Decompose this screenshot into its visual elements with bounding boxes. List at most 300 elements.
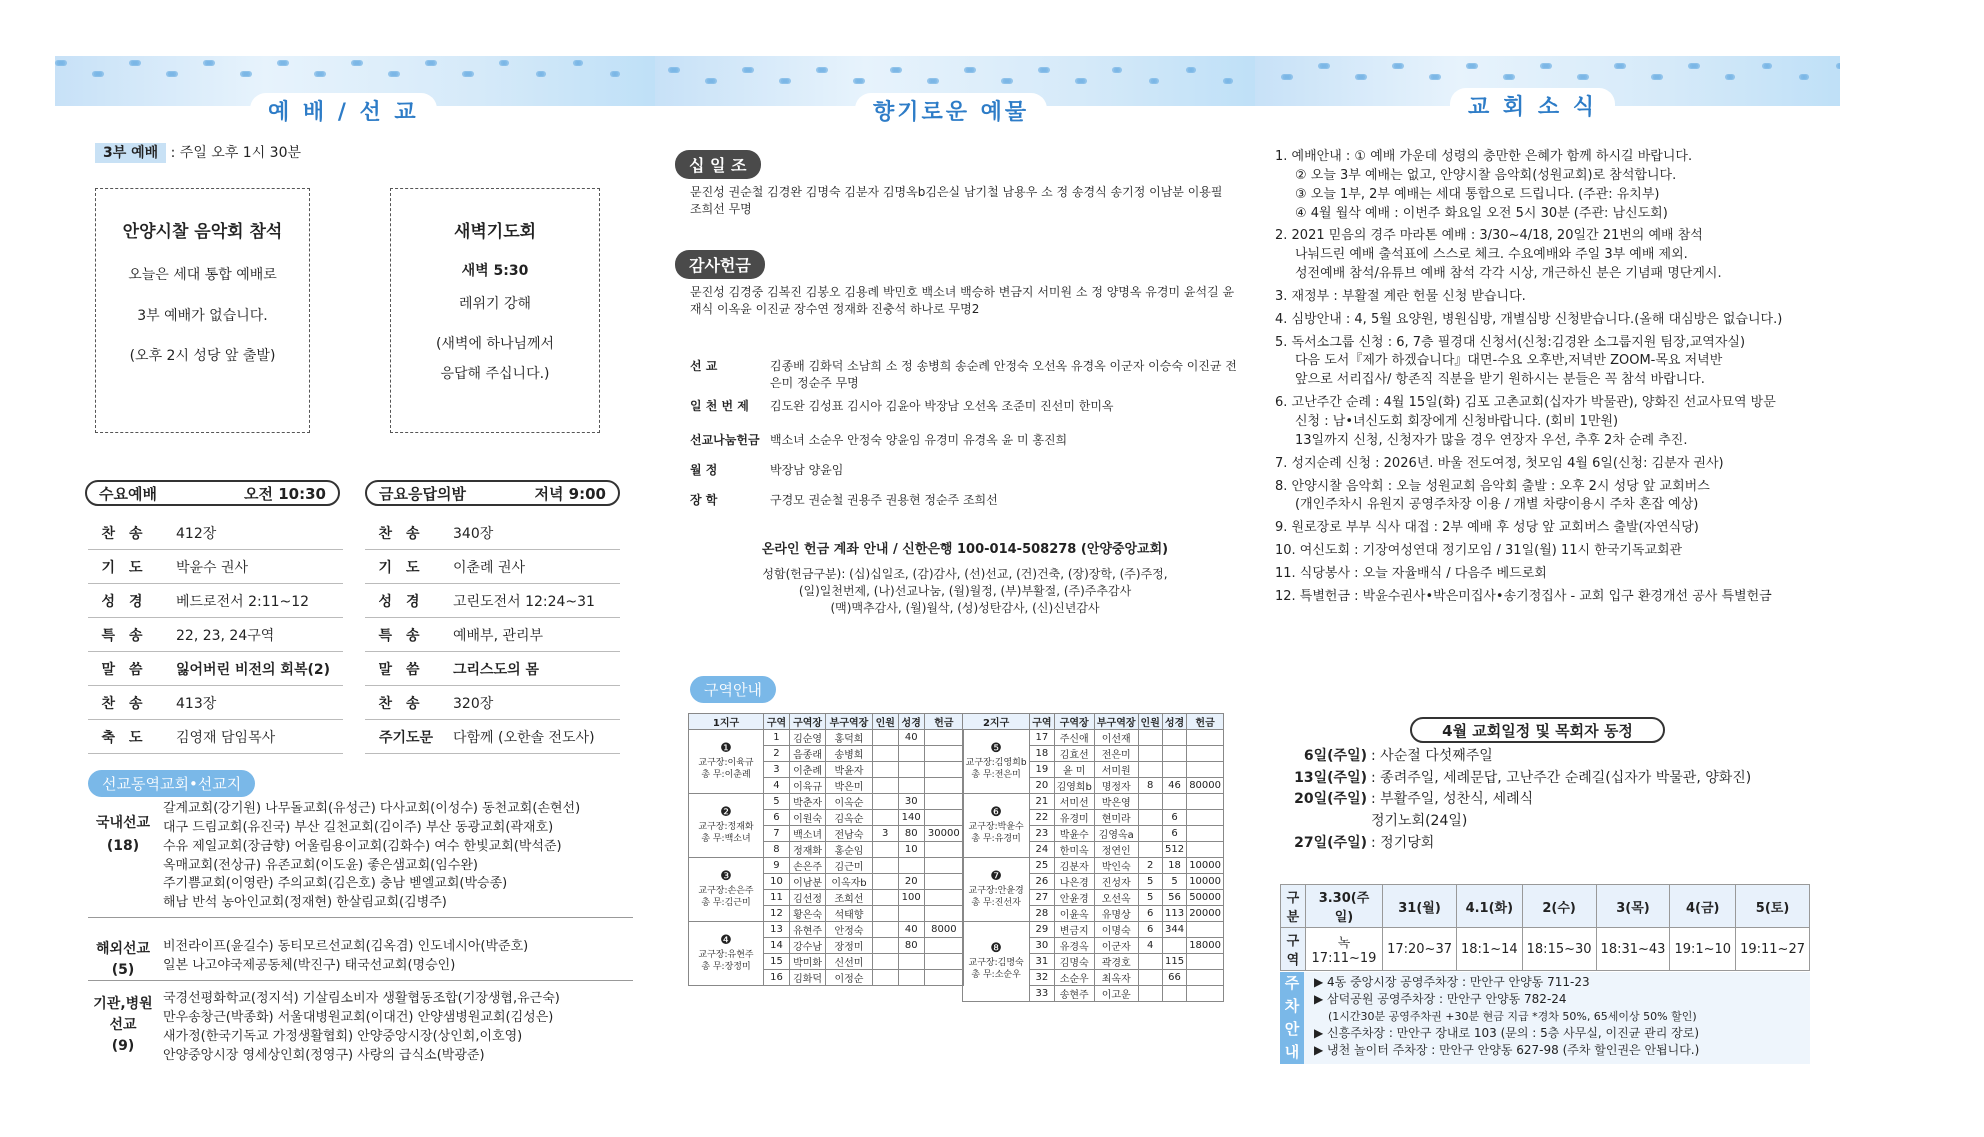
table-header-row <box>689 714 964 730</box>
table-cell: 5 <box>1162 874 1186 890</box>
zone-group-member: 총 무:소순우 <box>971 969 1021 980</box>
fri-value: 다함께 (오한솔 전도사) <box>447 720 620 754</box>
wed-value: 412장 <box>170 516 343 550</box>
flower-dot <box>1190 67 1196 73</box>
schedule-item <box>1285 789 1825 811</box>
zone-group-cell <box>689 922 764 986</box>
mission-group-name <box>88 994 158 1057</box>
fri-key: 찬송 <box>365 516 447 550</box>
table-cell: 40 <box>898 730 924 746</box>
column-header: 2(수) <box>1522 885 1596 928</box>
zone-group-member: 총 무:백소녀 <box>701 833 751 844</box>
table-cell: 4 <box>764 778 790 794</box>
table-row <box>365 550 620 584</box>
service3-label: 3부 예배 <box>95 143 166 163</box>
flower-dot <box>577 60 583 66</box>
wed-key: 특송 <box>88 618 170 652</box>
list-item: 안양중앙시장 영세상인회(정영구) 사랑의 급식소(박광준) <box>163 1047 485 1063</box>
zone-group-member: 총 무:장정미 <box>701 961 751 972</box>
table-cell <box>898 970 924 986</box>
zone-group-leader: 교구장:이육규 <box>698 758 754 769</box>
group-count: (5) <box>111 962 135 978</box>
zone-group-mark: ❽ <box>990 941 1002 957</box>
flower-dot <box>1472 63 1478 69</box>
table-cell: 10 <box>764 874 790 890</box>
offering-key: 장 학 <box>690 493 718 507</box>
list-item: 갈계교회(강기원) 나무돌교회(유성근) 다사교회(이성수) 동천교회(손현선) <box>163 801 581 816</box>
column-header: 헌금 <box>924 714 963 730</box>
zone-group-mark: ❼ <box>990 869 1002 885</box>
table-cell: 2 <box>1138 858 1162 874</box>
table-cell: 이옥자b <box>826 874 873 890</box>
news-line: 다음 도서『제가 하겠습니다』대면-수요 오후반,저녁반 ZOOM-목요 저녁반 <box>1295 353 1723 369</box>
table-cell <box>1162 986 1186 1002</box>
zone-group-leader: 교구장:박윤수 <box>968 822 1024 833</box>
fri-value: 고린도전서 12:24~31 <box>447 584 620 618</box>
flower-dot <box>1044 67 1050 73</box>
wed-value: 베드로전서 2:11~12 <box>170 584 343 618</box>
table-cell: 20000 <box>1187 906 1224 922</box>
wed-key: 찬송 <box>88 516 170 550</box>
parking-label <box>1280 972 1304 1064</box>
list-item: 주기쁨교회(이영란) 주의교회(김은호) 충남 벧엘교회(박승종) <box>163 876 508 892</box>
table-cell <box>1138 746 1162 762</box>
table-cell: 장정미 <box>826 938 873 954</box>
schedule-list <box>1285 746 1825 854</box>
table-cell: 18 <box>1162 858 1186 874</box>
flower-decoration <box>655 60 1255 88</box>
section-title-offering: 향기로운 예물 <box>855 93 1047 128</box>
wed-table <box>88 516 343 754</box>
zone-group-mark: ❷ <box>720 805 732 821</box>
table-cell: 서미원 <box>1094 762 1138 778</box>
schedule-date: 13일(주일) <box>1294 769 1367 786</box>
group-name: 기관,병원 선교 <box>93 996 153 1033</box>
table-row <box>88 720 343 754</box>
table-cell: 31 <box>1030 954 1054 970</box>
table-cell <box>924 938 963 954</box>
concert-title: 안양시찰 음악회 참석 <box>122 222 283 242</box>
table-cell: 유경미 <box>1054 810 1094 826</box>
table-cell: 박은영 <box>1094 794 1138 810</box>
table-cell <box>1138 970 1162 986</box>
flower-dot <box>503 60 509 66</box>
fri-key: 성경 <box>365 584 447 618</box>
table-cell: 30 <box>1030 938 1054 954</box>
flower-dot <box>1116 67 1122 73</box>
table-cell <box>1187 746 1224 762</box>
table-cell: 박은미 <box>826 778 873 794</box>
code-line: (일)일천번제, (나)선교나눔, (월)월정, (부)부활절, (주)주추감사 <box>798 583 1132 598</box>
table-cell: 황은숙 <box>789 906 825 922</box>
flower-dot <box>1153 78 1159 84</box>
table-cell: 유경옥 <box>1054 938 1094 954</box>
zone-group-mark: ❶ <box>720 741 732 757</box>
wed-key: 성경 <box>88 584 170 618</box>
list-item: ▶ 삼덕공원 공영주차장 : 만안구 안양동 782-24 <box>1314 992 1567 1007</box>
table-cell: 40 <box>898 922 924 938</box>
table-cell: 1 <box>764 730 790 746</box>
table-cell: 이정순 <box>826 970 873 986</box>
column-header: 헌금 <box>1187 714 1224 730</box>
column-header: 구역 <box>1030 714 1054 730</box>
table-cell <box>1162 794 1186 810</box>
table-cell: 오선옥 <box>1094 890 1138 906</box>
table-cell: 6 <box>1162 810 1186 826</box>
flower-dot <box>674 67 680 73</box>
table-cell: 박춘자 <box>789 794 825 810</box>
wed-value: 22, 23, 24구역 <box>170 618 343 652</box>
flower-decoration <box>55 60 655 88</box>
table-cell: 이옥순 <box>826 794 873 810</box>
concert-line: 오늘은 세대 통합 예배로 <box>128 267 277 284</box>
table-cell: 80000 <box>1187 778 1224 794</box>
dawn-box <box>390 188 600 433</box>
table-cell: 안정숙 <box>826 922 873 938</box>
table-cell: 홍순임 <box>826 842 873 858</box>
flower-dot <box>1546 63 1552 69</box>
mission-lines <box>163 990 633 1065</box>
table-header-row <box>1281 885 1810 928</box>
table-cell: 33 <box>1030 986 1054 1002</box>
flower-dot <box>468 71 474 77</box>
table-cell: 8000 <box>924 922 963 938</box>
table-cell: 김영희b <box>1054 778 1094 794</box>
zone-group-cell <box>963 730 1030 794</box>
service3-line <box>95 142 301 162</box>
table-cell: 19 <box>1030 762 1054 778</box>
table-cell: 23 <box>1030 826 1054 842</box>
schedule-text: : 사순절 다섯째주일 <box>1371 748 1493 764</box>
schedule-date: 6일(주일) <box>1303 748 1367 764</box>
table-cell <box>1187 826 1224 842</box>
zone-table-district2 <box>962 713 1224 1002</box>
table-cell: 32 <box>1030 970 1054 986</box>
column-header: 3(목) <box>1596 885 1670 928</box>
table-cell: 김근미 <box>826 858 873 874</box>
zone-group-member: 총 무:전은미 <box>971 769 1021 780</box>
table-cell: 5 <box>1138 890 1162 906</box>
table-row <box>88 550 343 584</box>
list-item: 옥매교회(전상규) 유존교회(이도윤) 좋은샘교회(임수완) <box>163 857 478 873</box>
list-item: 해남 반석 농아인교회(정재현) 한살림교회(김병주) <box>163 895 447 911</box>
table-cell: 강수남 <box>789 938 825 954</box>
table-cell <box>1138 794 1162 810</box>
table-header-row <box>963 714 1224 730</box>
offering-value: 김도완 김성표 김시아 김윤아 박장남 오선옥 조준미 진선미 한미옥 <box>770 399 1114 413</box>
table-cell <box>1187 810 1224 826</box>
table-cell <box>872 938 898 954</box>
table-cell: 손은주 <box>789 858 825 874</box>
table-cell: 최옥자 <box>1094 970 1138 986</box>
table-cell: 10000 <box>1187 874 1224 890</box>
offering-key: 월 정 <box>690 463 718 477</box>
column-header: 4.1(화) <box>1457 885 1523 928</box>
table-row <box>365 516 620 550</box>
flower-dot <box>1620 63 1626 69</box>
mission-group-overseas <box>88 938 633 981</box>
news-item <box>1275 542 1835 561</box>
table-cell: 29 <box>1030 922 1054 938</box>
table-cell <box>872 794 898 810</box>
table-cell: 11 <box>764 890 790 906</box>
offering-value: 김종배 김화덕 소남희 소 정 송병희 송순례 안정숙 오선옥 유경옥 이군자 이승숙 이진균 전은미 정순주 무명 <box>770 359 1237 390</box>
table-cell: 안윤경 <box>1054 890 1094 906</box>
mission-label: 선교동역교회•선교지 <box>88 770 255 797</box>
table-cell: 변금지 <box>1054 922 1094 938</box>
table-cell: 녹17:11~19 <box>1305 928 1382 971</box>
zone-group-member: 총 무:김근미 <box>701 897 751 908</box>
wed-key: 축도 <box>88 720 170 754</box>
table-cell: 2 <box>764 746 790 762</box>
dawn-leader: 레위기 강해 <box>458 295 532 312</box>
flower-dot <box>431 60 437 66</box>
table-cell <box>1187 730 1224 746</box>
mission-group-domestic <box>88 800 633 918</box>
table-cell: 30 <box>898 794 924 810</box>
table-cell: 15 <box>764 954 790 970</box>
table-cell: 곽경호 <box>1094 954 1138 970</box>
flower-dot <box>172 71 178 77</box>
table-cell: 나은경 <box>1054 874 1094 890</box>
tithe-names: 문진성 권순철 김경완 김명숙 김분자 김명옥b김은실 남기철 남용우 소 정 송경식 송기정 이남분 이용필 조희선 무명 <box>690 185 1223 217</box>
dawn-title: 새벽기도회 <box>453 222 537 242</box>
flower-dot <box>1227 78 1233 84</box>
table-cell: 8 <box>764 842 790 858</box>
table-cell: 19:11~27 <box>1736 928 1810 971</box>
table-cell: 6 <box>1138 906 1162 922</box>
table-cell: 소순우 <box>1054 970 1094 986</box>
table-cell: 정재화 <box>789 842 825 858</box>
news-line: 7. 성지순례 신청 : 2026년. 바울 전도여정, 첫모임 4월 6일(신청: 김분자 권사) <box>1275 455 1724 471</box>
flower-dot <box>246 71 252 77</box>
table-cell: 유현주 <box>789 922 825 938</box>
table-cell: 이춘례 <box>789 762 825 778</box>
offering-row <box>690 492 1240 522</box>
section-title-news: 교 회 소 식 <box>1450 88 1615 123</box>
wed-value: 박윤수 권사 <box>170 550 343 584</box>
news-item <box>1275 311 1835 330</box>
table-cell: 주신애 <box>1054 730 1094 746</box>
section-title-worship: 예 배 / 선 교 <box>250 93 437 128</box>
table-cell <box>924 890 963 906</box>
table-cell: 26 <box>1030 874 1054 890</box>
news-line: 신청 : 남•녀신도회 회장에게 신청바랍니다. (회비 1만원) <box>1295 413 1619 429</box>
zone-group-leader: 교구장:손은주 <box>698 886 754 897</box>
table-cell: 4 <box>1138 938 1162 954</box>
table-cell: 백소녀 <box>789 826 825 842</box>
table-cell <box>1187 954 1224 970</box>
table-cell <box>872 858 898 874</box>
table-cell: 홍덕희 <box>826 730 873 746</box>
table-cell: 박윤자 <box>826 762 873 778</box>
table-cell <box>1138 730 1162 746</box>
table-cell: 30000 <box>924 826 963 842</box>
zone-table-district1 <box>688 713 964 986</box>
news-line: 앞으로 서리집사/ 항존직 직분을 받기 원하시는 분들은 꼭 참석 바랍니다. <box>1295 372 1705 388</box>
table-cell: 한미옥 <box>1054 842 1094 858</box>
news-line: 12. 특별헌금 : 박윤수권사•박은미집사•송기정집사 - 교회 입구 환경개선 공사 특별헌금 <box>1275 588 1772 604</box>
table-cell <box>1162 730 1186 746</box>
column-header: 인원 <box>1138 714 1162 730</box>
flower-dot <box>357 60 363 66</box>
table-cell <box>872 778 898 794</box>
schedule-item <box>1285 833 1825 855</box>
zone-group-mark: ❺ <box>990 741 1002 757</box>
news-item <box>1275 478 1835 516</box>
parking-label-char: 주 <box>1284 974 1300 992</box>
flower-dot <box>135 60 141 66</box>
table-cell: 80 <box>898 826 924 842</box>
table-cell: 전은미 <box>1094 746 1138 762</box>
group-count: (18) <box>106 838 140 854</box>
news-item <box>1275 227 1835 284</box>
list-item: ▶ 신흥주차장 : 만안구 장내로 103 (문의 : 5층 사무실, 이진균 관리 장로) <box>1314 1025 1700 1040</box>
news-item <box>1275 519 1835 538</box>
group-name: 국내선교 <box>95 815 151 831</box>
table-cell: 이선재 <box>1094 730 1138 746</box>
flower-dot <box>320 71 326 77</box>
dawn-time: 새벽 5:30 <box>461 263 529 280</box>
list-item: 비전라이프(윤길수) 동티모르선교회(김옥겸) 인도네시아(박준호) <box>163 939 529 954</box>
zone-group-cell <box>963 858 1030 922</box>
zone-group-member: 총 무:진선자 <box>971 897 1021 908</box>
table-cell <box>1187 794 1224 810</box>
schedule-item <box>1285 768 1825 790</box>
parking-box <box>1280 972 1810 1064</box>
offering-row <box>690 358 1240 398</box>
fri-key: 찬송 <box>365 686 447 720</box>
parking-label-char: 내 <box>1284 1043 1300 1061</box>
table-cell: 25 <box>1030 858 1054 874</box>
table-cell: 윤 미 <box>1054 762 1094 778</box>
table-cell: 18 <box>1030 746 1054 762</box>
table-cell <box>872 906 898 922</box>
table-cell: 이명숙 <box>1094 922 1138 938</box>
flower-dot <box>1435 74 1441 80</box>
table-cell: 조희선 <box>826 890 873 906</box>
fri-table <box>365 516 620 754</box>
table-row <box>88 618 343 652</box>
table-cell <box>1138 762 1162 778</box>
flower-dot <box>1361 74 1367 80</box>
table-cell: 전남숙 <box>826 826 873 842</box>
zone-group-leader: 교구장:정재화 <box>698 822 754 833</box>
table-cell: 512 <box>1162 842 1186 858</box>
offering-row <box>690 432 1240 462</box>
news-item <box>1275 565 1835 584</box>
table-cell <box>898 746 924 762</box>
flower-dot <box>970 67 976 73</box>
parking-label-char: 차 <box>1284 997 1300 1015</box>
table-cell <box>898 954 924 970</box>
table-cell <box>872 810 898 826</box>
flower-dot <box>1081 78 1087 84</box>
list-item: 수유 제일교회(장금향) 어울림용이교회(김화수) 여수 한빛교회(박석준) <box>163 838 562 854</box>
offering-key: 선교나눔헌금 <box>690 433 760 447</box>
wed-key: 말씀 <box>88 652 170 686</box>
table-cell: 80 <box>898 938 924 954</box>
table-cell: 10000 <box>1187 858 1224 874</box>
table-cell: 16 <box>764 970 790 986</box>
offering-row <box>690 398 1240 432</box>
mission-group-name <box>88 938 158 978</box>
table-cell <box>898 762 924 778</box>
list-item: ▶ 4동 중앙시장 공영주차장 : 만안구 안양동 711-23 <box>1314 975 1590 989</box>
flower-dot <box>748 67 754 73</box>
table-cell: 유명상 <box>1094 906 1138 922</box>
fri-value: 그리스도의 몸 <box>447 652 620 686</box>
table-cell <box>898 858 924 874</box>
schedule-date: 27일(주일) <box>1294 834 1367 851</box>
list-item: 만우송창근(박종화) 서울대병원교회(이대건) 안양샘병원교회(김성은) <box>163 1009 554 1025</box>
table-row <box>963 794 1224 810</box>
table-cell <box>1138 986 1162 1002</box>
mission-lines <box>163 800 633 913</box>
table-cell <box>1138 842 1162 858</box>
table-cell: 이육규 <box>789 778 825 794</box>
news-item <box>1275 148 1835 223</box>
flower-dot <box>1583 74 1589 80</box>
flower-dot <box>98 71 104 77</box>
dawn-line: (새벽에 하나님께서 <box>435 335 555 352</box>
concert-box <box>95 188 310 433</box>
table-cell <box>872 746 898 762</box>
table-cell: 박윤수 <box>1054 826 1094 842</box>
table-cell: 50000 <box>1187 890 1224 906</box>
table-cell <box>872 970 898 986</box>
table-row <box>365 652 620 686</box>
table-cell: 박미화 <box>789 954 825 970</box>
offering-list <box>690 358 1240 522</box>
table-cell <box>1187 986 1224 1002</box>
flower-dot <box>859 78 865 84</box>
schedule-date: 20일(주일) <box>1294 791 1367 808</box>
table-cell <box>898 906 924 922</box>
zone-group-mark: ❹ <box>720 933 732 949</box>
news-line: 6. 고난주간 순례 : 4월 15일(화) 김포 고촌교회(십자가 박물관), 양화진 선교사묘역 방문 <box>1275 395 1776 411</box>
table-row <box>963 858 1224 874</box>
table-cell: 진성자 <box>1094 874 1138 890</box>
news-line: (개인주차시 유원지 공영주차장 이용 / 개별 차량이용시 주차 혼잡 예상) <box>1295 497 1699 513</box>
news-line: 13일까지 신청, 신청자가 많을 경우 연장자 우선, 추후 2차 순례 추진. <box>1295 432 1688 448</box>
flower-dot <box>1007 78 1013 84</box>
table-cell: 5 <box>1138 874 1162 890</box>
column-header: 구역장 <box>1054 714 1094 730</box>
schedule-text: : 정기당회 <box>1371 834 1435 851</box>
table-cell: 17 <box>1030 730 1054 746</box>
offering-key: 선 교 <box>690 359 718 373</box>
news-line: ③ 오늘 1부, 2부 예배는 세대 통합으로 드립니다. (주관: 유치부) <box>1295 186 1660 202</box>
table-cell <box>924 762 963 778</box>
news-line: 9. 원로장로 부부 식사 대접 : 2부 예배 후 성당 앞 교회버스 출발(자연식당) <box>1275 520 1699 536</box>
table-row <box>88 516 343 550</box>
flower-decoration <box>1255 60 1840 88</box>
table-cell: 18:31~43 <box>1596 928 1670 971</box>
table-cell <box>1162 746 1186 762</box>
list-item: 새가정(한국기독교 가정생활협회) 안양중앙시장(상인회,이호영) <box>163 1028 523 1044</box>
news-line: 11. 식당봉사 : 오늘 자율배식 / 다음주 베드로회 <box>1275 565 1547 581</box>
table-cell <box>1187 762 1224 778</box>
schedule-text: : 부활주일, 성찬식, 세례식 <box>1371 791 1534 808</box>
fri-key: 주기도문 <box>365 720 447 754</box>
fri-label: 금요응답의밤 <box>379 485 466 503</box>
table-cell <box>1138 826 1162 842</box>
news-item <box>1275 455 1835 474</box>
concert-line: (오후 2시 성당 앞 출발) <box>129 347 276 364</box>
wed-value: 413장 <box>170 686 343 720</box>
concert-line: 3부 예배가 없습니다. <box>137 307 268 324</box>
